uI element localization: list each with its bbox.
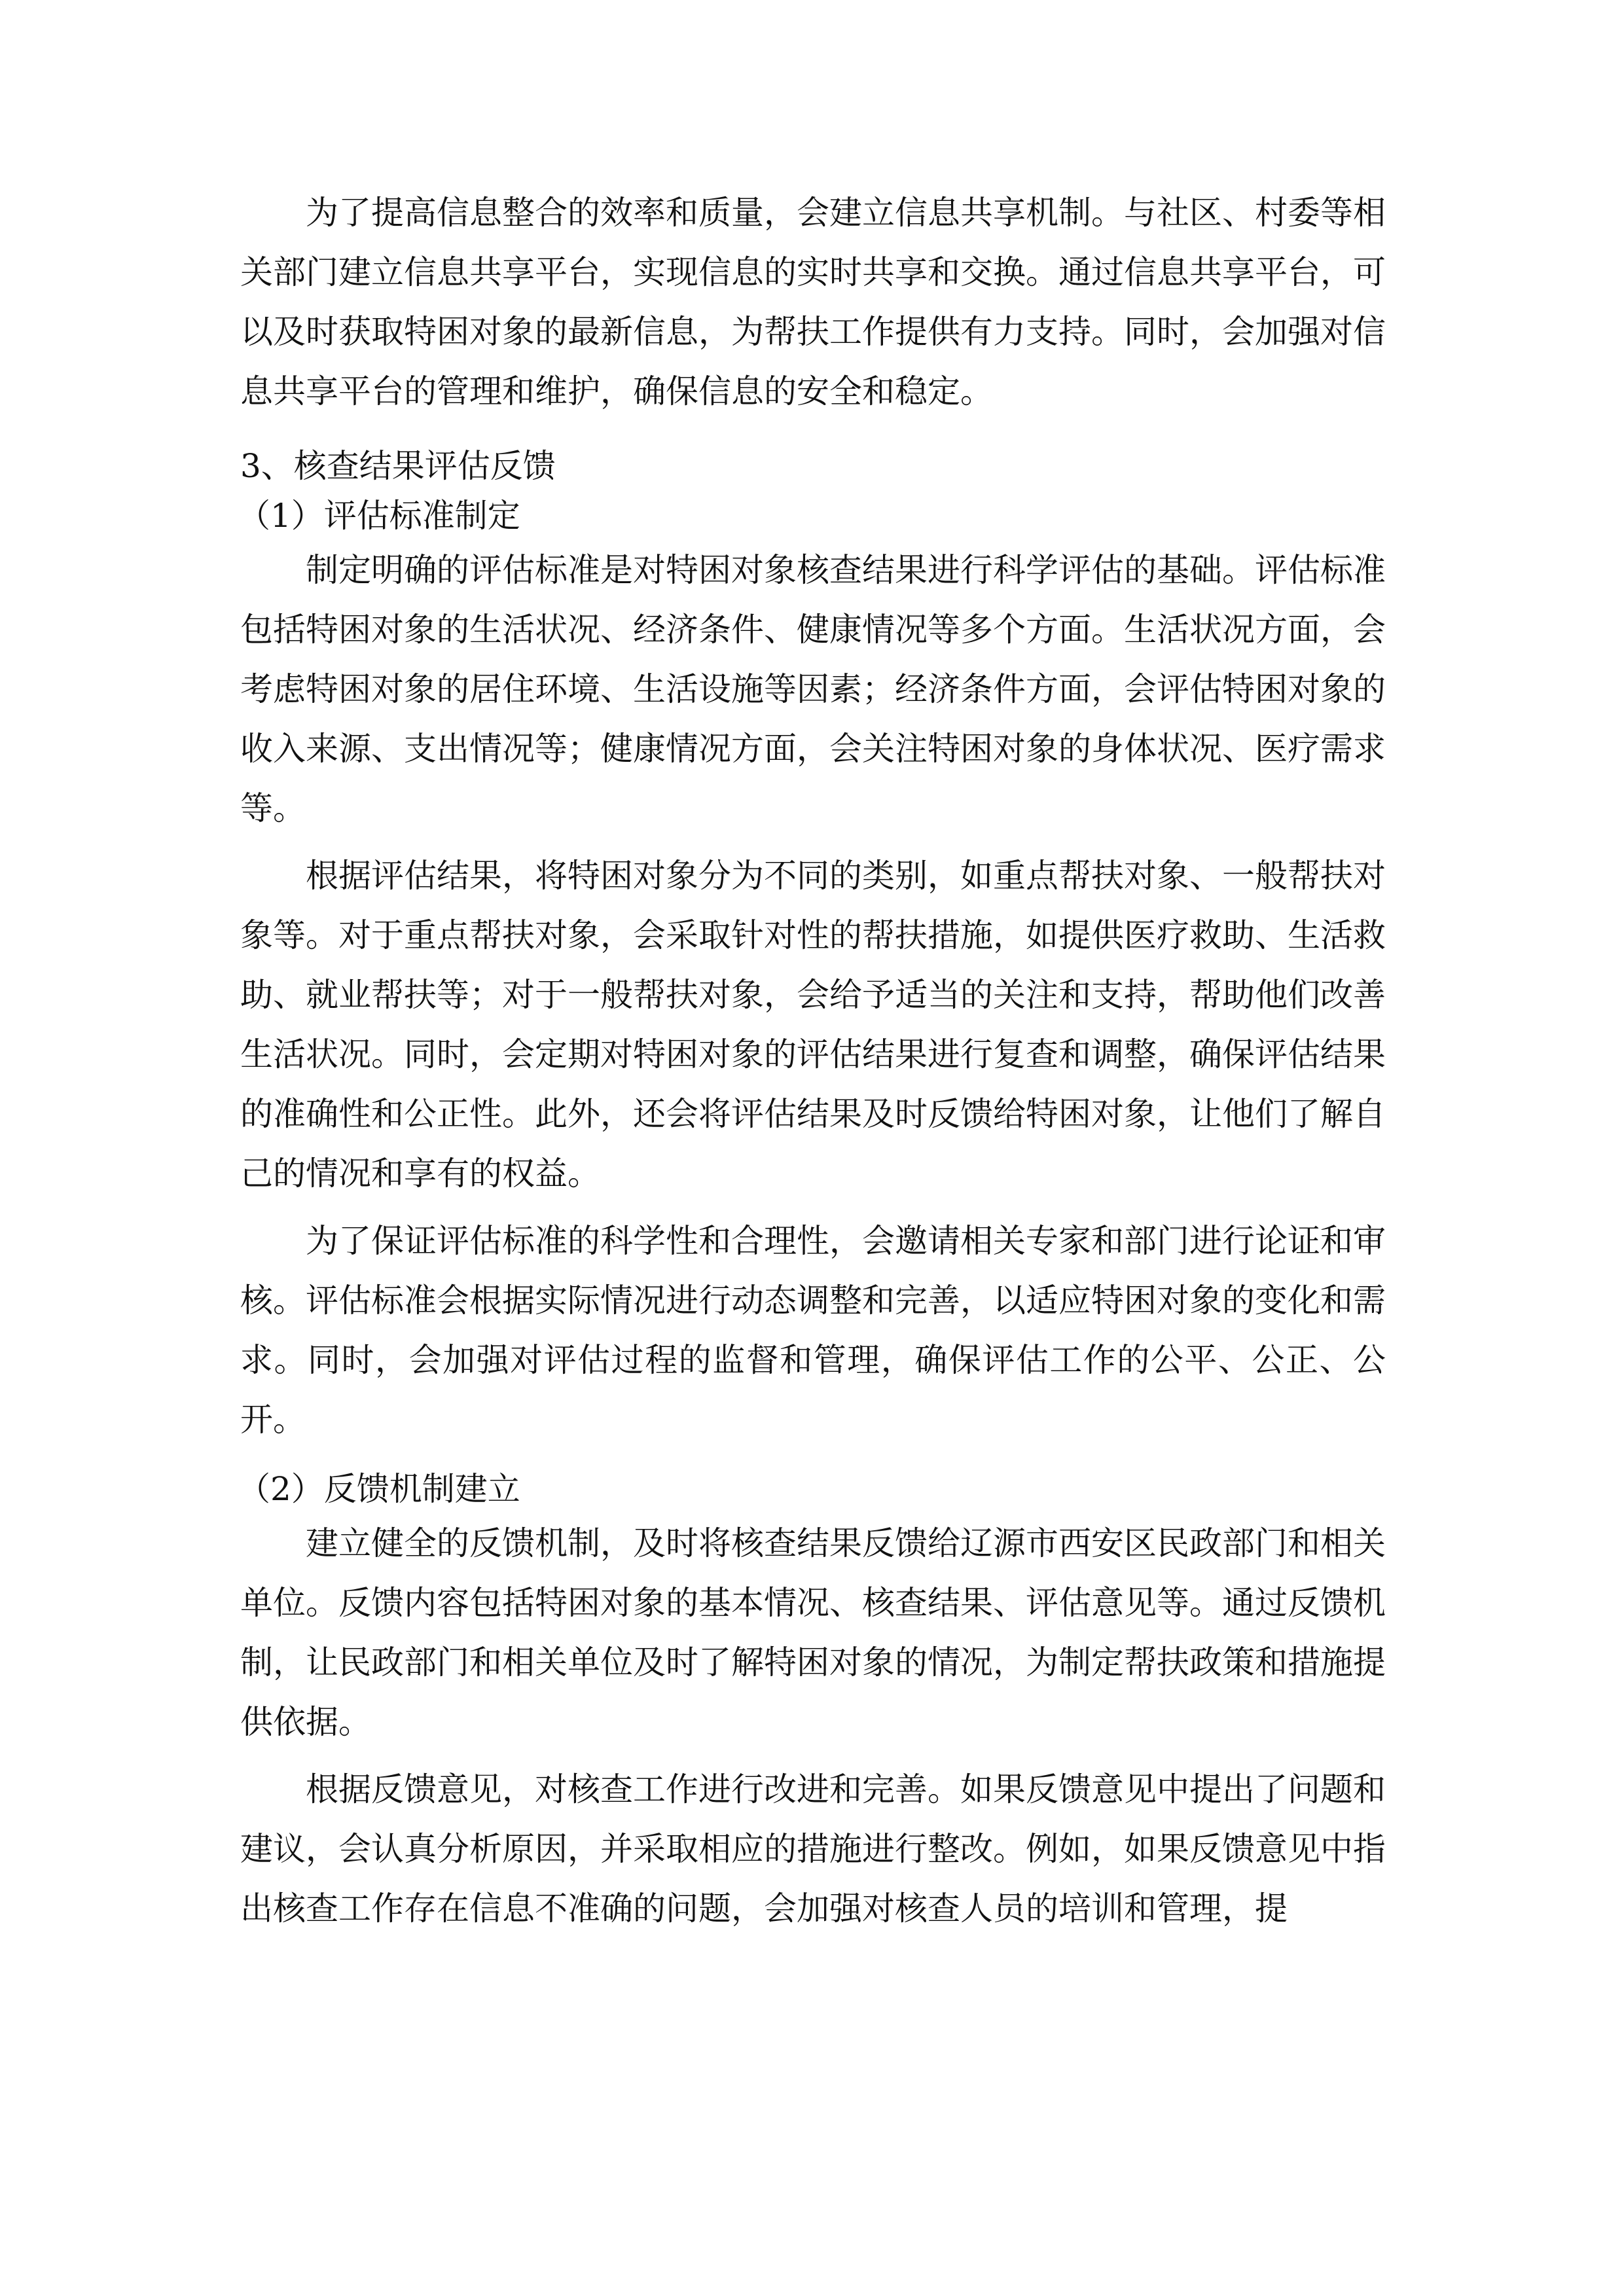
- subsection-heading-feedback-mechanism: （2）反馈机制建立: [238, 1470, 520, 1508]
- section-heading: 3、核查结果评估反馈: [240, 447, 556, 485]
- subsection-heading-evaluation-standards: （1）评估标准制定: [238, 497, 520, 535]
- paragraph-evaluation-classification: 根据评估结果，将特困对象分为不同的类别，如重点帮扶对象、一般帮扶对象等。对于重点帮扶对象，会采取针对性的帮扶措施，如提供医疗救助、生活救助、就业帮扶等；对于一般帮扶对象，会给予适当的关注和支持，帮助他们改善生活状况。同时，会定期对特困对象的评估结果进行复查和调整，确保评估结果的准确性和公正性。此外，还会将评估结果及时反馈给特困对象，让他们了解自己的情况和享有的权益。: [240, 857, 1386, 1193]
- paragraph-feedback-establish: 建立健全的反馈机制，及时将核查结果反馈给辽源市西安区民政部门和相关单位。反馈内容包括特困对象的基本情况、核查结果、评估意见等。通过反馈机制，让民政部门和相关单位及时了解特困对象的情况，为制定帮扶政策和措施提供依据。: [240, 1524, 1386, 1741]
- paragraph-evaluation-basis: 制定明确的评估标准是对特困对象核查结果进行科学评估的基础。评估标准包括特困对象的生活状况、经济条件、健康情况等多个方面。生活状况方面，会考虑特困对象的居住环境、生活设施等因素；经济条件方面，会评估特困对象的收入来源、支出情况等；健康情况方面，会关注特困对象的身体状况、医疗需求等。: [240, 551, 1386, 827]
- paragraph-info-sharing: 为了提高信息整合的效率和质量，会建立信息共享机制。与社区、村委等相关部门建立信息共享平台，实现信息的实时共享和交换。通过信息共享平台，可以及时获取特困对象的最新信息，为帮扶工作提供有力支持。同时，会加强对信息共享平台的管理和维护，确保信息的安全和稳定。: [240, 194, 1386, 410]
- document-body: [240, 183, 1386, 1939]
- paragraph-evaluation-review: 为了保证评估标准的科学性和合理性，会邀请相关专家和部门进行论证和审核。评估标准会根据实际情况进行动态调整和完善，以适应特困对象的变化和需求。同时，会加强对评估过程的监督和管理，确保评估工作的公平、公正、公开。: [240, 1222, 1386, 1439]
- paragraph-feedback-improvement: 根据反馈意见，对核查工作进行改进和完善。如果反馈意见中提出了问题和建议，会认真分析原因，并采取相应的措施进行整改。例如，如果反馈意见中指出核查工作存在信息不准确的问题，会加强对核查人员的培训和管理，提: [240, 1770, 1386, 1928]
